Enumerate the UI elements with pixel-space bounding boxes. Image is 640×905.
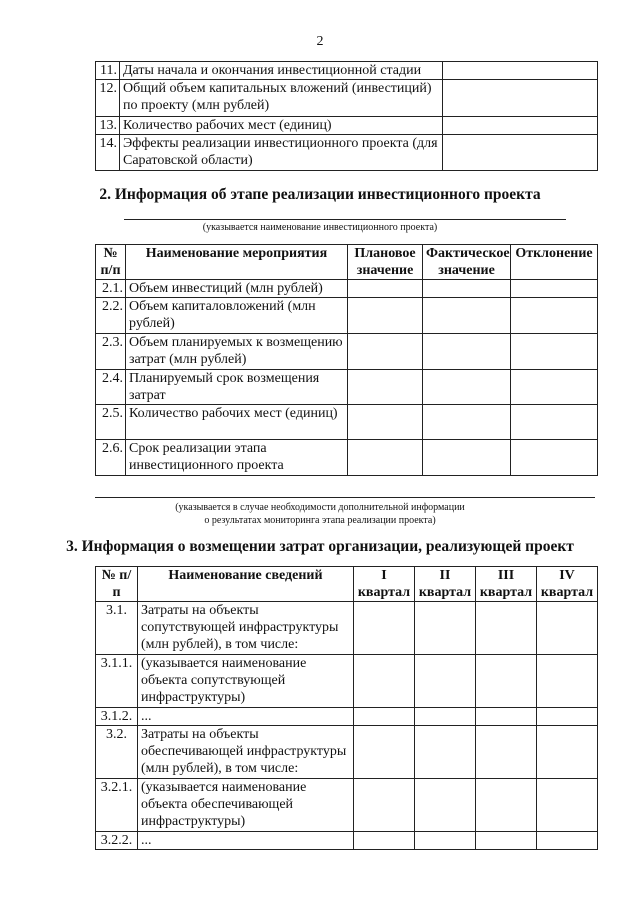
value-cell[interactable] — [443, 80, 598, 117]
section-2-title: 2. Информация об этапе реализации инвестиционного проекта — [99, 186, 541, 203]
row-number: 13. — [96, 117, 120, 135]
row-number: 3.2.1. — [96, 779, 138, 832]
planned-cell[interactable] — [348, 298, 423, 334]
column-header-q4: IV квартал — [537, 567, 598, 602]
row-label: Даты начала и окончания инвестиционной стадии — [120, 62, 443, 80]
row-label: Планируемый срок возмещения затрат — [126, 370, 348, 405]
table-row — [96, 440, 598, 476]
deviation-cell[interactable] — [511, 405, 598, 440]
row-number: 3.1. — [96, 602, 138, 655]
q3-cell[interactable] — [476, 655, 537, 708]
q1-cell[interactable] — [354, 779, 415, 832]
q2-cell[interactable] — [415, 708, 476, 726]
row-number: 3.2.2. — [96, 832, 138, 850]
q2-cell[interactable] — [415, 779, 476, 832]
q4-cell[interactable] — [537, 832, 598, 850]
q3-cell[interactable] — [476, 726, 537, 779]
row-number: 3.1.1. — [96, 655, 138, 708]
q1-cell[interactable] — [354, 726, 415, 779]
actual-cell[interactable] — [423, 405, 511, 440]
row-number: 11. — [96, 62, 120, 80]
table-row — [96, 779, 598, 832]
table-row — [96, 655, 598, 708]
row-number: 3.1.2. — [96, 708, 138, 726]
table-row — [96, 370, 598, 405]
value-cell[interactable] — [443, 62, 598, 80]
planned-cell[interactable] — [348, 440, 423, 476]
page-number: 2 — [316, 34, 324, 49]
table-row — [96, 117, 598, 135]
column-header-q2: II квартал — [415, 567, 476, 602]
row-label: Общий объем капитальных вложений (инвестиций) по проекту (млн рублей) — [120, 80, 443, 117]
cost-reimbursement-table — [95, 566, 598, 850]
q2-cell[interactable] — [415, 832, 476, 850]
row-number: 2.6. — [96, 440, 126, 476]
table-row — [96, 832, 598, 850]
q1-cell[interactable] — [354, 655, 415, 708]
table-row — [96, 708, 598, 726]
row-number: 2.1. — [96, 280, 126, 298]
row-label: Объем инвестиций (млн рублей) — [126, 280, 348, 298]
column-header-num: № п/п — [96, 567, 138, 602]
q2-cell[interactable] — [415, 726, 476, 779]
row-label: Эффекты реализации инвестиционного проекта (для Саратовской области) — [120, 135, 443, 171]
q1-cell[interactable] — [354, 602, 415, 655]
project-info-table — [95, 61, 598, 171]
table-row — [96, 726, 598, 779]
row-label: Количество рабочих мест (единиц) — [120, 117, 443, 135]
actual-cell[interactable] — [423, 370, 511, 405]
value-cell[interactable] — [443, 135, 598, 171]
planned-cell[interactable] — [348, 334, 423, 370]
q4-cell[interactable] — [537, 655, 598, 708]
q4-cell[interactable] — [537, 708, 598, 726]
planned-cell[interactable] — [348, 370, 423, 405]
q4-cell[interactable] — [537, 726, 598, 779]
q2-cell[interactable] — [415, 602, 476, 655]
row-number: 2.4. — [96, 370, 126, 405]
planned-cell[interactable] — [348, 280, 423, 298]
row-label: ... — [138, 708, 354, 726]
section-3-title: 3. Информация о возмещении затрат организации, реализующей проект — [66, 538, 574, 555]
table-row — [96, 334, 598, 370]
q3-cell[interactable] — [476, 708, 537, 726]
column-header-deviation: Отклонение — [511, 245, 598, 280]
q3-cell[interactable] — [476, 779, 537, 832]
q4-cell[interactable] — [537, 779, 598, 832]
additional-info-note-line1: (указывается в случае необходимости дополнительной информации — [175, 502, 465, 513]
project-name-note: (указывается наименование инвестиционного проекта) — [202, 222, 438, 233]
additional-info-note — [0, 501, 640, 527]
row-label: Количество рабочих мест (единиц) — [126, 405, 348, 440]
column-header-q1: I квартал — [354, 567, 415, 602]
column-header-actual: Фактическое значение — [423, 245, 511, 280]
additional-info-note-line2: о результатах мониторинга этапа реализации проекта) — [204, 515, 436, 526]
column-header-planned: Плановое значение — [348, 245, 423, 280]
planned-cell[interactable] — [348, 405, 423, 440]
row-number: 14. — [96, 135, 120, 171]
deviation-cell[interactable] — [511, 298, 598, 334]
row-label: Объем планируемых к возмещению затрат (млн рублей) — [126, 334, 348, 370]
q1-cell[interactable] — [354, 708, 415, 726]
row-label: Объем капиталовложений (млн рублей) — [126, 298, 348, 334]
column-header-q3: III квартал — [476, 567, 537, 602]
actual-cell[interactable] — [423, 280, 511, 298]
q3-cell[interactable] — [476, 832, 537, 850]
actual-cell[interactable] — [423, 440, 511, 476]
row-label: ... — [138, 832, 354, 850]
column-header-name: Наименование мероприятия — [126, 245, 348, 280]
row-number: 2.2. — [96, 298, 126, 334]
row-number: 12. — [96, 80, 120, 117]
column-header-name: Наименование сведений — [138, 567, 354, 602]
value-cell[interactable] — [443, 117, 598, 135]
column-header-num: № п/п — [96, 245, 126, 280]
row-number: 2.5. — [96, 405, 126, 440]
table-row — [96, 602, 598, 655]
deviation-cell[interactable] — [511, 440, 598, 476]
row-number: 2.3. — [96, 334, 126, 370]
row-label: (указывается наименование объекта обеспечивающей инфраструктуры) — [138, 779, 354, 832]
table-row — [96, 405, 598, 440]
table-row — [96, 298, 598, 334]
deviation-cell[interactable] — [511, 280, 598, 298]
deviation-cell[interactable] — [511, 370, 598, 405]
q1-cell[interactable] — [354, 832, 415, 850]
table-header-row — [96, 567, 598, 602]
actual-cell[interactable] — [423, 298, 511, 334]
table-row — [96, 62, 598, 80]
actual-cell[interactable] — [423, 334, 511, 370]
row-label: (указывается наименование объекта сопутствующей инфраструктуры) — [138, 655, 354, 708]
stage-table — [95, 244, 598, 476]
additional-info-line — [95, 497, 595, 498]
table-header-row — [96, 245, 598, 280]
row-label: Затраты на объекты сопутствующей инфраструктуры (млн рублей), в том числе: — [138, 602, 354, 655]
row-label: Срок реализации этапа инвестиционного проекта — [126, 440, 348, 476]
table-row — [96, 80, 598, 117]
project-name-line — [124, 219, 566, 220]
table-row — [96, 280, 598, 298]
q2-cell[interactable] — [415, 655, 476, 708]
q4-cell[interactable] — [537, 602, 598, 655]
q3-cell[interactable] — [476, 602, 537, 655]
row-number: 3.2. — [96, 726, 138, 779]
deviation-cell[interactable] — [511, 334, 598, 370]
table-row — [96, 135, 598, 171]
row-label: Затраты на объекты обеспечивающей инфраструктуры (млн рублей), в том числе: — [138, 726, 354, 779]
